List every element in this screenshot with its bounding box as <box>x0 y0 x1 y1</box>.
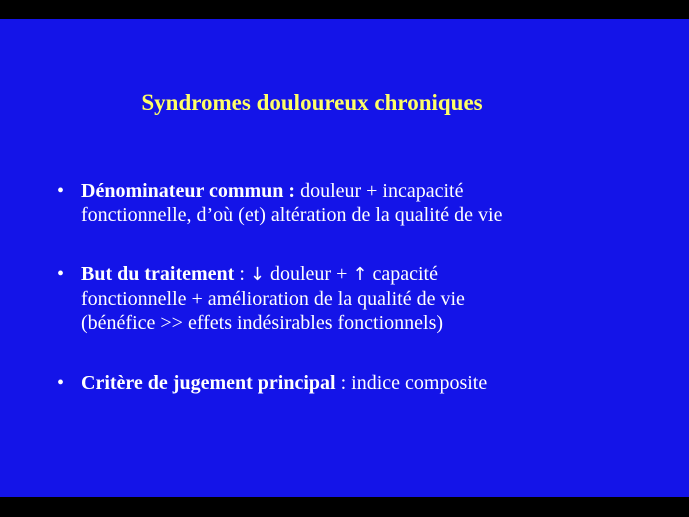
bullet-line-text: capacité <box>367 263 438 285</box>
bullet-line <box>81 371 681 395</box>
arrow-down-icon: ↓ <box>249 264 265 285</box>
bullet-label: Dénominateur commun : <box>81 180 296 202</box>
bullet-label: But du traitement <box>81 263 235 285</box>
bullet-line: fonctionnelle, d’où (et) altération de la qualité de vie <box>81 204 503 226</box>
bullet-label: Critère de jugement principal <box>81 372 336 394</box>
bullet-line-text: douleur + incapacité <box>295 180 464 202</box>
bullet-line: (bénéfice >> effets indésirables fonctionnels) <box>81 312 444 334</box>
arrow-up-icon: ↑ <box>352 264 368 285</box>
bullet-dot: • <box>57 372 65 394</box>
bullet-separator: : <box>234 263 250 285</box>
bullet-text <box>81 179 681 227</box>
bullet-dot: • <box>57 263 65 285</box>
bullet-line <box>81 179 681 203</box>
slide-title: Syndromes douloureux chroniques <box>141 90 483 115</box>
bullet-line-text: : indice composite <box>335 372 488 394</box>
bullet-dot: • <box>57 180 65 202</box>
bullet-text <box>81 371 681 395</box>
bullet-line: fonctionnelle + amélioration de la qualité de vie <box>81 288 465 310</box>
bullet-text <box>81 262 681 335</box>
bullet-line <box>81 262 681 287</box>
bullet-line-text: douleur + <box>264 263 353 285</box>
slide <box>0 19 689 497</box>
